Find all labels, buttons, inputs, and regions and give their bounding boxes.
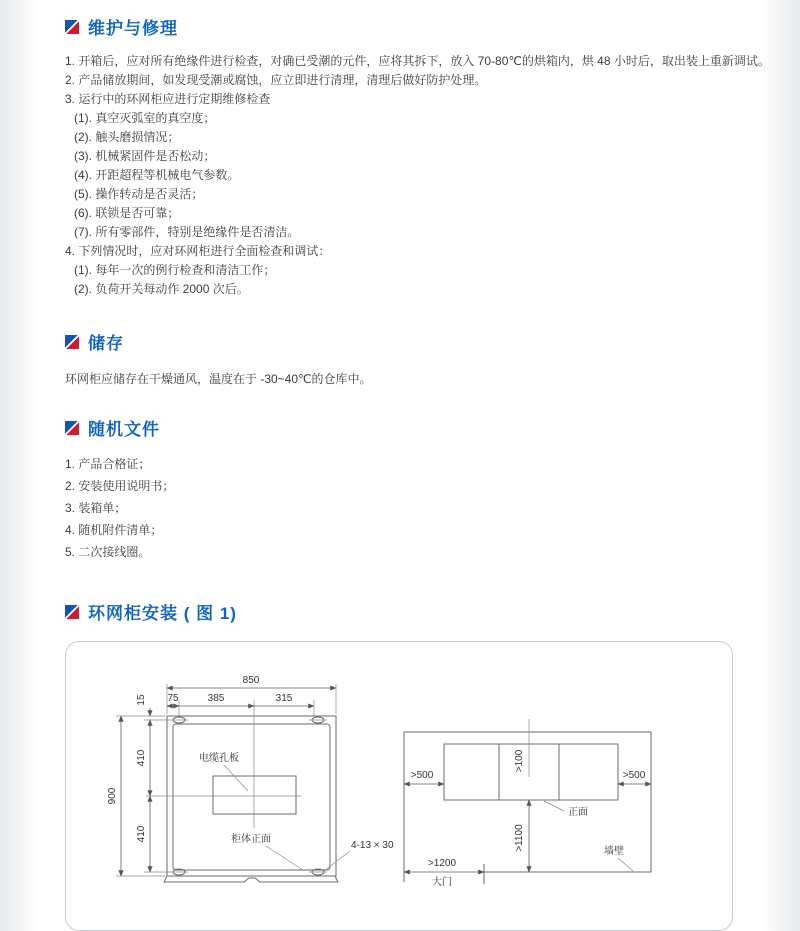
label-door: 大门 (432, 877, 452, 888)
list-item: (7). 所有零部件，特别是绝缘件是否清洁。 (74, 225, 300, 239)
label-front-face: 正面 (568, 807, 588, 818)
label-mounting-holes: 4-13 × 30 (351, 840, 394, 851)
section-header-storage (65, 329, 735, 354)
dim-75: 75 (167, 693, 179, 704)
list-item: (5). 操作转动是否灵活； (74, 187, 204, 201)
list-item: 5. 二次接线圈。 (65, 545, 151, 559)
section-title: 储存 (88, 334, 124, 353)
label-wall: 墙壁 (604, 846, 624, 857)
dim-850: 850 (242, 675, 260, 686)
list-item: 3. 装箱单； (65, 501, 127, 515)
maintenance-list (65, 52, 770, 299)
installation-figure (65, 641, 733, 931)
list-item: (1). 真空灭弧室的真空度； (74, 111, 216, 125)
list-item: 3. 运行中的环网柜应进行定期维修检查 (65, 92, 271, 106)
section-header-installation (65, 599, 735, 624)
installation-drawing (66, 642, 732, 930)
list-item: 2. 安装使用说明书； (65, 479, 175, 493)
list-item: 2. 产品储放期间，如发现受潮或腐蚀，应立即进行清理，清理后做好防护处理。 (65, 73, 487, 87)
label-cable-plate: 电缆孔板 (199, 753, 239, 764)
dim-410-top: 410 (136, 749, 147, 767)
dim-front-clearance: >1100 (514, 824, 525, 852)
dim-385: 385 (207, 693, 225, 704)
list-item: (1). 每年一次的例行检查和清洁工作； (74, 263, 276, 277)
dim-315: 315 (275, 693, 293, 704)
section-title: 维护与修理 (88, 19, 178, 38)
list-item: 4. 随机附件清单； (65, 523, 163, 537)
section-header-maintenance (65, 14, 735, 39)
dim-410-bottom: 410 (136, 825, 147, 843)
dim-left-clearance: >500 (410, 770, 434, 781)
room-plan-drawing (404, 719, 651, 888)
dim-900: 900 (107, 787, 118, 805)
list-item: (3). 机械紧固件是否松动； (74, 149, 216, 163)
list-item: 1. 开箱后，应对所有绝缘件进行检查，对确已受潮的元件，应将其拆下，放入 70-80℃的烘箱内，烘 48 小时后，取出装上重新调试。 (65, 54, 770, 68)
section-bullet-icon (65, 605, 79, 619)
section-bullet-icon (65, 20, 79, 34)
dim-door-width: >1200 (427, 858, 457, 869)
section-header-documents (65, 415, 735, 440)
list-item: (2). 负荷开关每动作 2000 次后。 (74, 282, 249, 296)
list-item: (6). 联锁是否可靠； (74, 206, 180, 220)
list-item: (2). 触头磨损情况； (74, 130, 180, 144)
dim-15: 15 (136, 694, 147, 706)
section-title: 随机文件 (88, 420, 160, 439)
list-item: (4). 开距超程等机械电气参数。 (74, 168, 240, 182)
label-cabinet-front: 柜体正面 (231, 834, 271, 845)
dim-right-clearance: >500 (622, 770, 646, 781)
section-title: 环网柜安装 ( 图 1) (88, 604, 237, 623)
section-bullet-icon (65, 421, 79, 435)
dim-back-clearance: >100 (514, 749, 525, 773)
section-bullet-icon (65, 335, 79, 349)
documents-list (65, 453, 735, 563)
cabinet-elevation-drawing (107, 675, 394, 882)
list-item: 4. 下列情况时，应对环网柜进行全面检查和调试： (65, 244, 331, 258)
storage-paragraph: 环网柜应储存在干燥通风，温度在于 -30~40℃的仓库中。 (65, 372, 372, 386)
list-item: 1. 产品合格证； (65, 457, 151, 471)
